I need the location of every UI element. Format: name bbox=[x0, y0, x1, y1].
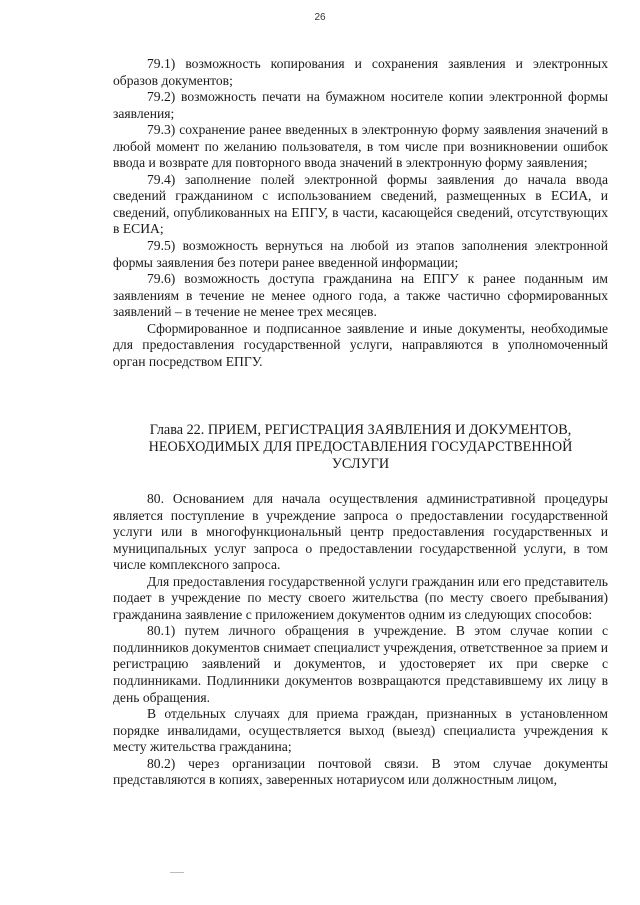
paragraph-79-2: 79.2) возможность печати на бумажном носителе копии электронной формы заявления; bbox=[113, 89, 608, 121]
paragraph-disabled-visit: В отдельных случаях для приема граждан, признанных в установленном порядке инвалидами, осуществляется выход (выезд) специалиста учреждения к месту жительства гражданина; bbox=[113, 706, 608, 755]
paragraph-79-4: 79.4) заполнение полей электронной формы заявления до начала ввода сведений гражданином с использованием сведений, размещенных в ЕСИА, и сведений, опубликованных на ЕПГУ, в части, касающейся сведений, отсутствующих в ЕСИА; bbox=[113, 171, 608, 237]
scan-artifact-mark bbox=[170, 872, 184, 873]
paragraph-80-2: 80.2) через организации почтовой связи. В этом случае документы представляются в копиях, заверенных нотариусом или должностным лицом, bbox=[113, 755, 608, 788]
chapter-heading-line-2: НЕОБХОДИМЫХ ДЛЯ ПРЕДОСТАВЛЕНИЯ ГОСУДАРСТВЕННОЙ bbox=[148, 439, 573, 455]
paragraph-80-1: 80.1) путем личного обращения в учреждение. В этом случае копии с подлинников документов снимает специалист учреждения, ответственное за прием и регистрацию заявлений и документов, и удостоверяет их при сверке с подлинниками. Подлинники документов возвращаются представившему их лицу в день обращения. bbox=[113, 623, 608, 705]
chapter-heading-line-1: Глава 22. ПРИЕМ, РЕГИСТРАЦИЯ ЗАЯВЛЕНИЯ И ДОКУМЕНТОВ, bbox=[149, 422, 572, 438]
paragraph-79-1: 79.1) возможность копирования и сохранения заявления и электронных образов документов; bbox=[113, 56, 608, 88]
paragraph-80: 80. Основанием для начала осуществления административной процедуры является поступление в учреждение запроса о предоставлении государственной услуги или в многофункциональный центр предоставления государственных и муниципальных услуг запроса о предоставлении государственной услуги, в том числе комплексного запроса. bbox=[113, 491, 608, 573]
chapter-heading-line-3: УСЛУГИ bbox=[331, 456, 390, 472]
section-80-items bbox=[113, 491, 608, 789]
section-79-items bbox=[113, 56, 608, 370]
paragraph-79-3: 79.3) сохранение ранее введенных в электронную форму заявления значений в любой момент по желанию пользователя, в том числе при возникновении ошибок ввода и возврате для повторного ввода значений в электронную форму заявления; bbox=[113, 122, 608, 171]
paragraph-submission-methods: Для предоставления государственной услуги гражданин или его представитель подает в учреждение по месту своего жительства (по месту своего пребывания) гражданина заявление с приложением документов одним из следующих способов: bbox=[113, 573, 608, 622]
chapter-heading bbox=[113, 422, 608, 473]
paragraph-79-6: 79.6) возможность доступа гражданина на ЕПГУ к ранее поданным им заявлениям в течение не менее одного года, а также частично сформированных заявлений – в течение не менее трех месяцев. bbox=[113, 271, 608, 320]
paragraph-79-5: 79.5) возможность вернуться на любой из этапов заполнения электронной формы заявления без потери ранее введенной информации; bbox=[113, 238, 608, 270]
paragraph-submission: Сформированное и подписанное заявление и иные документы, необходимые для предоставления государственной услуги, направляются в уполномоченный орган посредством ЕПГУ. bbox=[113, 320, 608, 369]
page-number: 26 bbox=[314, 12, 326, 23]
